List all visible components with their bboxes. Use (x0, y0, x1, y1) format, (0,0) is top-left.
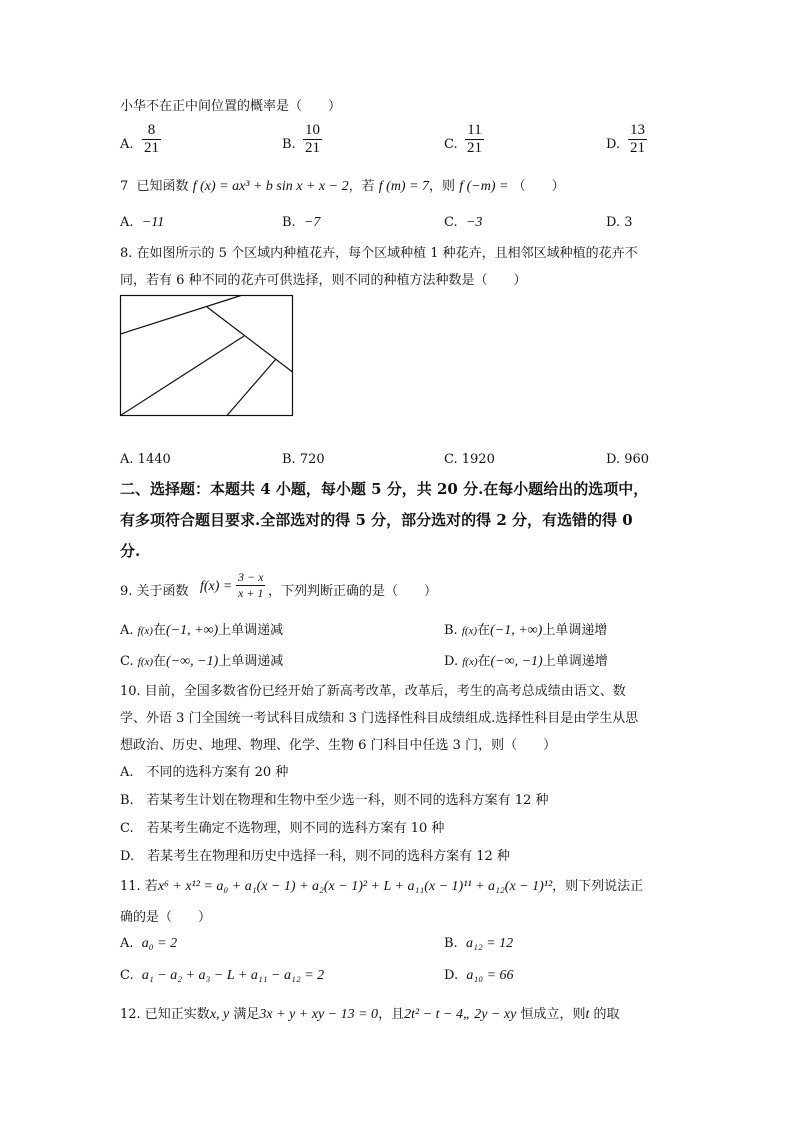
q12-stem: 12. 已知正实数x, y 满足3x + y + xy − 13 = 0，且2t² − t − 4„ 2y − xy 恒成立，则t 的取 (120, 1007, 620, 1022)
expansion-expression: x⁶ + x¹² = a₀ + a₁(x − 1) + a₂(x − 1)² + L + a₁₁(x − 1)¹¹ + a₁₂(x − 1)¹² (157, 879, 553, 894)
fraction (142, 122, 161, 157)
q9-option-d: D. f(x)在(−∞, −1)上单调递增 (444, 654, 608, 669)
option-label: C. (444, 137, 458, 152)
section-heading-line2: 有多项符合题目要求.全部选对的得 5 分，部分选对的得 2 分，有选错的得 0 (120, 511, 633, 529)
option-label: D. (606, 137, 621, 152)
q11-stem-line2: 确的是（ ） (120, 910, 212, 925)
question-number: 7 (120, 179, 129, 194)
q7-option-d: D. 3 (606, 215, 633, 230)
q8-option-d: D. 960 (606, 452, 650, 467)
q7-option-c: C. −3 (444, 215, 483, 230)
denominator: 21 (630, 140, 645, 156)
fraction: 3 − x x + 1 (238, 570, 264, 600)
q9-option-b: B. f(x)在(−1, +∞)上单调递增 (444, 623, 608, 638)
q10-option-b: B. 若某考生计划在物理和生物中至少选一科，则不同的选科方案有 12 种 (120, 793, 549, 808)
fraction (628, 122, 647, 157)
q11-option-a: A. a₀ = 2 (120, 936, 178, 951)
ask-expression: f (−m) = (459, 179, 509, 194)
q7-stem: 7 已知函数 f (x) = ax³ + b sin x + x − 2，若 f (m) = 7，则 f (−m) = （ ） (120, 179, 565, 194)
denominator: 21 (467, 140, 482, 156)
q9-option-c: C. f(x)在(−∞, −1)上单调递减 (120, 654, 284, 669)
q8-option-b: B. 720 (282, 452, 325, 467)
q10-option-d: D. 若某考生在物理和历史中选择一科，则不同的选科方案有 12 种 (120, 849, 510, 864)
q7-option-b: B. −7 (282, 215, 321, 230)
section-heading-line3: 分. (120, 542, 141, 560)
fraction (303, 122, 322, 157)
denominator: 21 (144, 140, 159, 156)
q10-stem-line3: 想政治、历史、地理、物理、化学、生物 6 门科目中任选 3 门，则（ ） (120, 738, 557, 753)
q11-option-b: B. a₁₂ = 12 (444, 936, 514, 951)
denominator: 21 (305, 140, 320, 156)
q11-stem: 11. 若x⁶ + x¹² = a₀ + a₁(x − 1) + a₂(x − 1)² + L + a₁₁(x − 1)¹¹ + a₁₂(x − 1)¹²，则下列说法正 (120, 879, 644, 894)
numerator: 8 (147, 122, 156, 138)
q10-option-a: A. 不同的选科方案有 20 种 (120, 765, 289, 780)
q11-option-c: C. a₁ − a₂ + a₃ − L + a₁₁ − a₁₂ = 2 (120, 968, 325, 983)
diagram-line (121, 336, 245, 416)
diagram-line (207, 307, 293, 372)
diagram-border (121, 296, 293, 416)
q7-option-a: A. −11 (120, 215, 165, 230)
diagram-line (121, 296, 242, 335)
q8-stem-line2: 同，若有 6 种不同的花卉可供选择，则不同的种植方法种数是（ ） (120, 273, 527, 288)
q8-option-a: A. 1440 (120, 452, 171, 467)
q10-stem-line2: 学、外语 3 门全国统一考试科目成绩和 3 门选择性科目成绩组成.选择性科目是由学生从思 (120, 711, 639, 726)
q10-option-c: C. 若某考生确定不选物理，则不同的选科方案有 10 种 (120, 821, 445, 836)
q9-option-a: A. f(x)在(−1, +∞)上单调递减 (120, 623, 284, 638)
q8-stem-line1: 8. 在如图所示的 5 个区域内种植花卉，每个区域种植 1 种花卉，且相邻区域种植的花卉不 (120, 246, 638, 261)
section-heading-line1: 二、选择题：本题共 4 小题，每小题 5 分，共 20 分.在每小题给出的选项中， (120, 480, 649, 498)
option-label: A. (120, 137, 134, 152)
q10-stem-line1: 10. 目前，全国多数省份已经开始了新高考改革，改革后，考生的高考总成绩由语文、数 (120, 684, 626, 699)
fraction (465, 122, 484, 157)
q8-option-c: C. 1920 (444, 452, 495, 467)
numerator: 11 (467, 122, 482, 138)
region-diagram (119, 294, 296, 419)
q11-option-d: D. a₁₀ = 66 (444, 968, 514, 983)
q6-stem: 小华不在正中间位置的概率是（ ） (120, 99, 342, 114)
function-name: f(x) = (200, 579, 233, 594)
numerator: 13 (630, 122, 645, 138)
numerator: 10 (305, 122, 320, 138)
condition: f (m) = 7 (378, 179, 430, 194)
option-label: B. (282, 137, 296, 152)
function-expression: f (x) = ax³ + b sin x + x − 2 (192, 179, 349, 194)
diagram-line (227, 359, 276, 416)
